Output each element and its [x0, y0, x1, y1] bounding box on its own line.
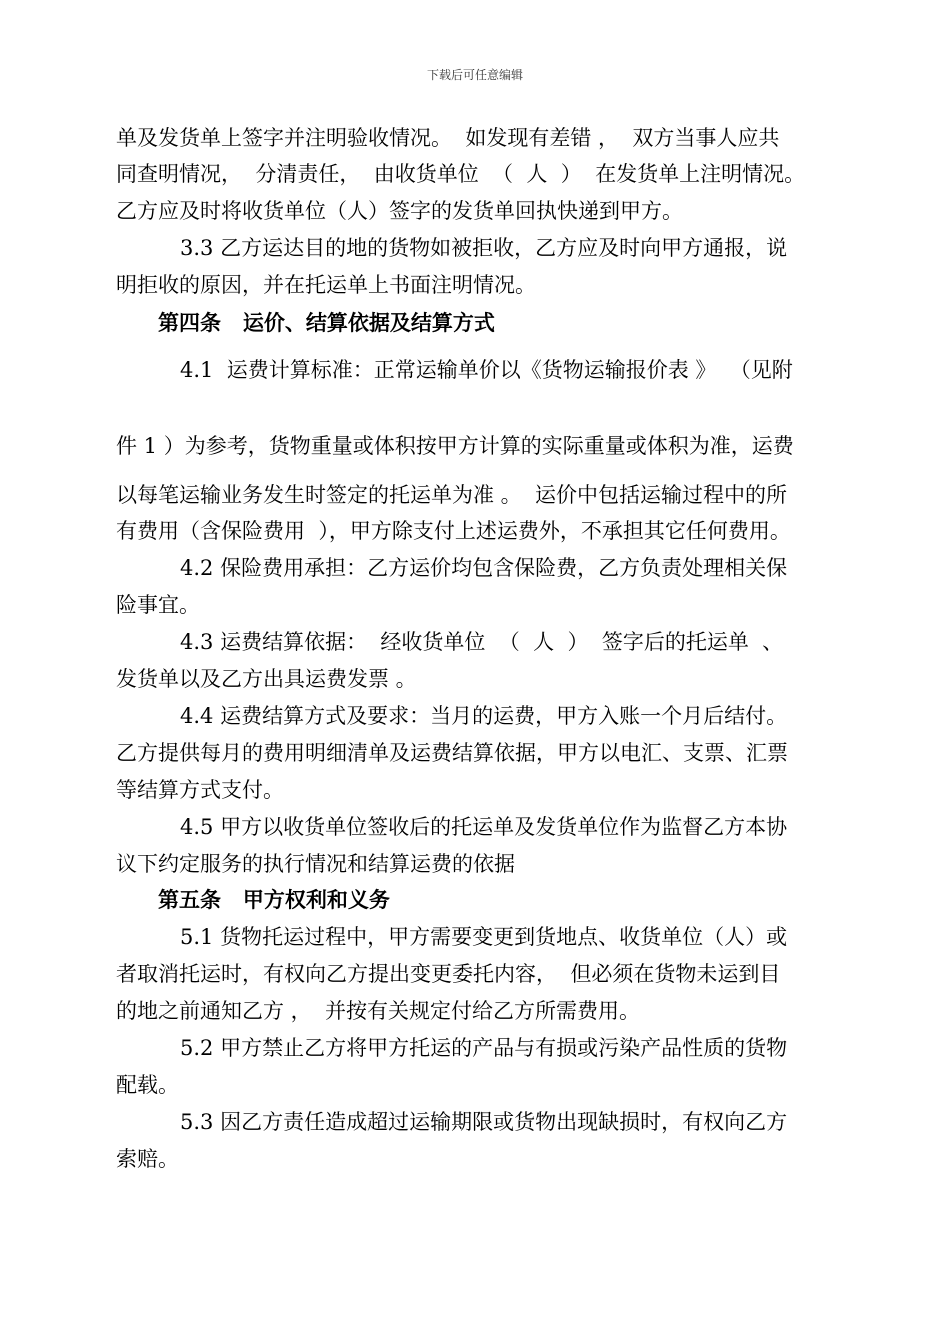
paragraph-line: 议下约定服务的执行情况和结算运费的依据 — [116, 852, 515, 876]
paragraph-line: 单及发货单上签字并注明验收情况。 如发现有差错 ， 双方当事人应共 — [116, 126, 780, 150]
clause-5-1: 5.1 货物托运过程中，甲方需要变更到货地点、收货单位（人）或 — [180, 925, 788, 949]
clause-3-3: 3.3 乙方运达目的地的货物如被拒收，乙方应及时向甲方通报，说 — [180, 236, 788, 260]
clause-4-5: 4.5 甲方以收货单位签收后的托运单及发货单位作为监督乙方本协 — [180, 815, 788, 839]
clause-4-1: 4.1 运费计算标准：正常运输单价以《货物运输报价表 》 （见附 — [180, 358, 793, 382]
paragraph-line: 同查明情况， 分清责任， 由收货单位 （ 人 ） 在发货单上注明情况。 — [116, 162, 806, 186]
clause-4-4: 4.4 运费结算方式及要求：当月的运费，甲方入账一个月后结付。 — [180, 704, 788, 728]
clause-4-3: 4.3 运费结算依据： 经收货单位 （ 人 ） 签字后的托运单 、 — [180, 630, 784, 654]
paragraph-line: 以每笔运输业务发生时签定的托运单为准 。 运价中包括运输过程中的所 — [116, 483, 788, 507]
paragraph-line: 险事宜。 — [116, 593, 200, 617]
paragraph-line: 有费用（含保险费用 ），甲方除支付上述运费外，不承担其它任何费用。 — [116, 519, 791, 543]
heading-article-4: 第四条 运价、结算依据及结算方式 — [158, 310, 495, 335]
paragraph-line: 等结算方式支付。 — [116, 778, 284, 802]
paragraph-line: 发货单以及乙方出具运费发票 。 — [116, 667, 417, 691]
clause-4-2: 4.2 保险费用承担：乙方运价均包含保险费，乙方负责处理相关保 — [180, 556, 788, 580]
clause-5-2: 5.2 甲方禁止乙方将甲方托运的产品与有损或污染产品性质的货物 — [180, 1036, 788, 1060]
clause-5-3: 5.3 因乙方责任造成超过运输期限或货物出现缺损时，有权向乙方 — [180, 1110, 788, 1134]
paragraph-line: 配载。 — [116, 1073, 179, 1097]
paragraph-line: 乙方提供每月的费用明细清单及运费结算依据，甲方以电汇、支票、汇票 — [116, 741, 788, 765]
paragraph-line: 乙方应及时将收货单位（人）签字的发货单回执快递到甲方。 — [116, 199, 683, 223]
paragraph-line: 的地之前通知乙方 ， 并按有关规定付给乙方所需费用。 — [116, 999, 641, 1023]
paragraph-line: 明拒收的原因，并在托运单上书面注明情况。 — [116, 273, 536, 297]
paragraph-line: 者取消托运时，有权向乙方提出变更委托内容， 但必须在货物未运到目 — [116, 962, 781, 986]
paragraph-line: 件 1 ）为参考，货物重量或体积按甲方计算的实际重量或体积为准，运费 — [116, 434, 794, 458]
page-header: 下载后可任意编辑 — [426, 68, 523, 82]
paragraph-line: 索赔。 — [116, 1147, 179, 1171]
heading-article-5: 第五条 甲方权利和义务 — [158, 887, 390, 912]
